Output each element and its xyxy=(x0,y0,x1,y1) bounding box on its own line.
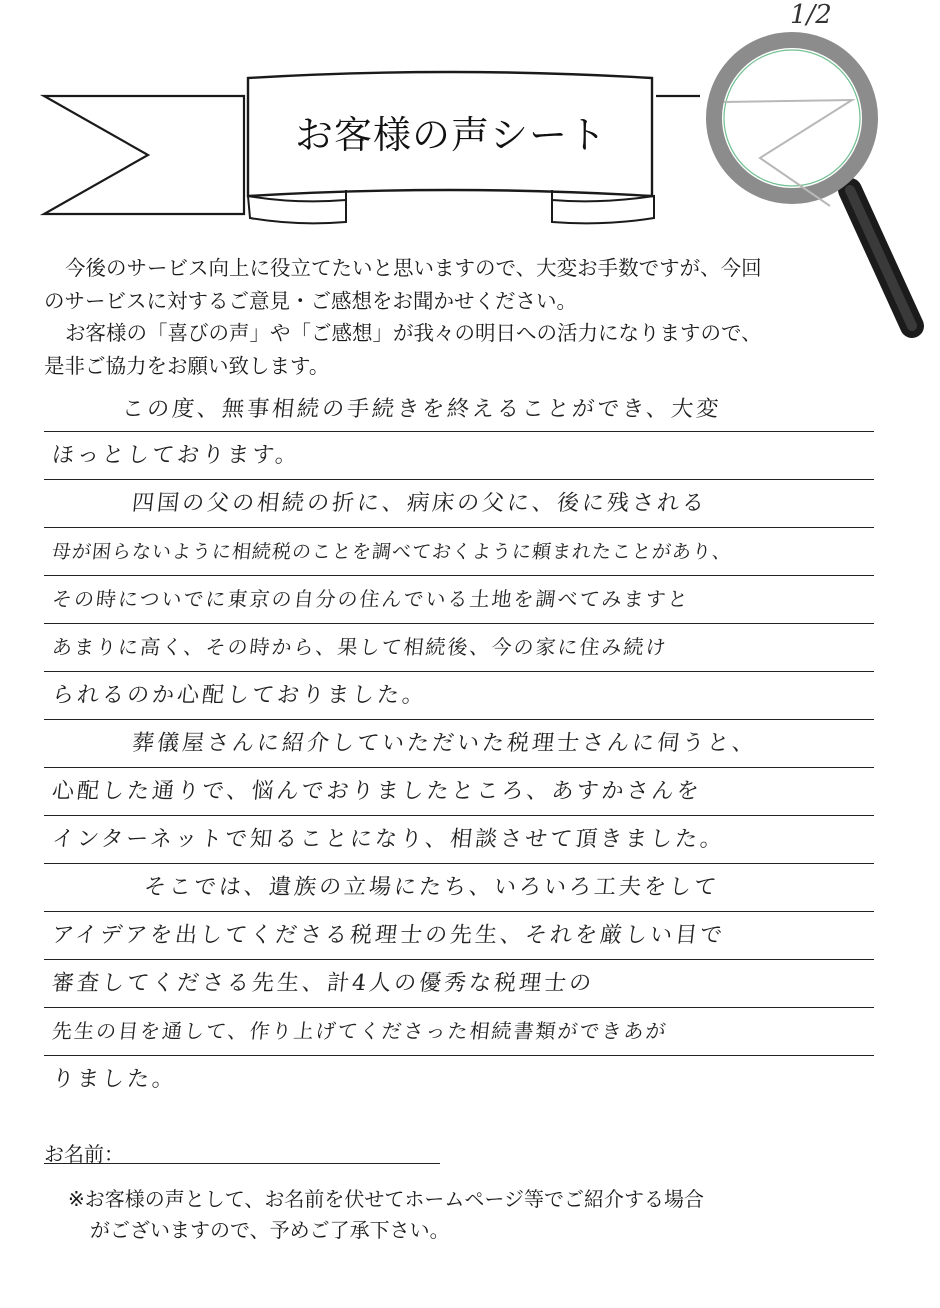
note-line-1: ※お客様の声として、お名前を伏せてホームページ等でご紹介する場合 xyxy=(68,1187,704,1211)
comment-line: そこでは、遺族の立場にたち、いろいろ工夫をして xyxy=(44,864,874,912)
intro-text xyxy=(44,252,874,382)
comment-line: 母が困らないように相続税のことを調べておくように頼まれたことがあり、 xyxy=(44,528,874,576)
intro-line-4: 是非ご協力をお願い致します。 xyxy=(44,353,330,378)
comment-line: あまりに高く、その時から、果して相続後、今の家に住み続け xyxy=(44,624,874,672)
comment-line: 四国の父の相続の折に、病床の父に、後に残される xyxy=(44,480,874,528)
comment-line: られるのか心配しておりました。 xyxy=(44,672,874,720)
comment-line: 心配した通りで、悩んでおりましたところ、あすかさんを xyxy=(44,768,874,816)
intro-line-1: 今後のサービス向上に役立てたいと思いますので、大変お手数ですが、今回 xyxy=(65,256,762,280)
comment-line: りました。 xyxy=(50,1067,179,1092)
handwritten-comment-area xyxy=(44,386,874,1103)
comment-line: 先生の目を通して、作り上げてくださった相続書類ができあが xyxy=(44,1008,874,1056)
name-field-label: お名前： xyxy=(44,1142,124,1166)
comment-line: 葬儀屋さんに紹介していただいた税理士さんに伺うと、 xyxy=(44,720,874,768)
page-number-mark: 1/2 xyxy=(790,0,832,30)
comment-line: アイデアを出してくださる税理士の先生、それを厳しい目で xyxy=(44,912,874,960)
comment-line: その時についでに東京の自分の住んでいる土地を調べてみますと xyxy=(44,576,874,624)
sheet-title: お客様の声シート xyxy=(294,113,607,157)
name-field-line xyxy=(44,1163,440,1164)
privacy-note xyxy=(68,1184,868,1246)
comment-line: この度、無事相続の手続きを終えることができ、大変 xyxy=(44,386,874,432)
intro-line-2: のサービスに対するご意見・ご感想をお聞かせください。 xyxy=(44,288,577,313)
comment-line: インターネットで知ることになり、相談させて頂きました。 xyxy=(44,816,874,864)
intro-line-3: お客様の「喜びの声」や「ご感想」が我々の明日への活力になりますので、 xyxy=(65,321,762,345)
comment-line: 審査してくださる先生、計4人の優秀な税理士の xyxy=(44,960,874,1008)
note-line-2: がございますので、予めご了承下さい。 xyxy=(90,1218,450,1242)
comment-line: ほっとしております。 xyxy=(44,432,874,480)
